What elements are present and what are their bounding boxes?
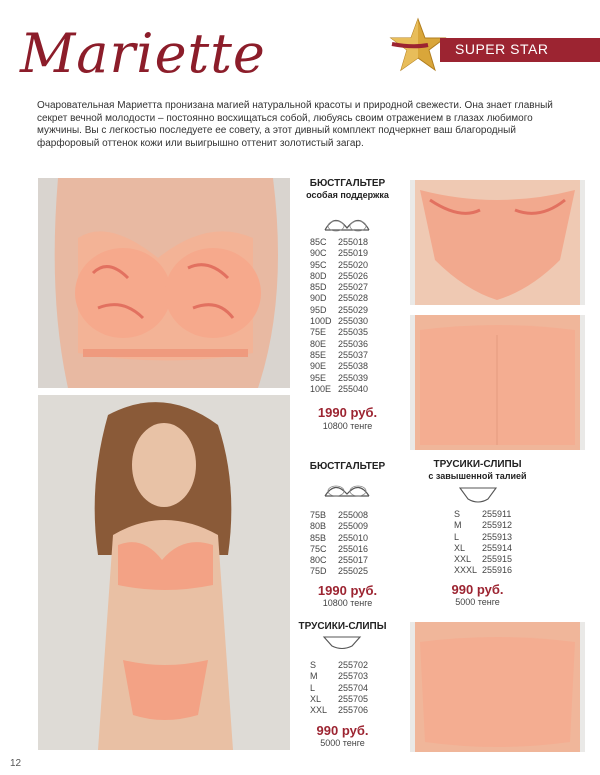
article-code: 255009 bbox=[338, 521, 369, 532]
size-label: 90E bbox=[310, 361, 327, 372]
size-row bbox=[454, 543, 512, 554]
size-label: 100E bbox=[310, 383, 332, 394]
size-row bbox=[310, 271, 368, 282]
size-label: 75B bbox=[310, 510, 327, 520]
briefs-price: 990 руб. bbox=[316, 723, 369, 738]
briefs-price-tenge: 5000 тенге bbox=[320, 738, 365, 748]
size-row bbox=[310, 248, 368, 259]
article-code: 255914 bbox=[482, 542, 513, 553]
size-label: 75D bbox=[310, 566, 327, 577]
size-label: M bbox=[310, 671, 318, 682]
size-label: 90D bbox=[310, 293, 327, 304]
article-code: 255028 bbox=[338, 293, 369, 304]
size-label: 85B bbox=[310, 532, 327, 543]
size-label: XL bbox=[454, 542, 466, 553]
size-row bbox=[310, 555, 368, 566]
article-code: 255035 bbox=[338, 327, 369, 338]
article-code: 255037 bbox=[338, 349, 369, 360]
size-row bbox=[310, 544, 368, 555]
size-row bbox=[310, 533, 368, 544]
briefs-high-subtitle: с завышенной талией bbox=[428, 471, 527, 481]
size-label: 100D bbox=[310, 316, 332, 327]
article-code: 255039 bbox=[338, 372, 369, 383]
article-code: 255916 bbox=[482, 565, 513, 576]
article-code: 255030 bbox=[338, 316, 369, 327]
article-code: 255010 bbox=[338, 532, 369, 543]
size-row bbox=[310, 521, 368, 532]
size-row bbox=[310, 282, 368, 293]
size-label: XXL bbox=[454, 554, 472, 565]
briefs-high-back-photo bbox=[410, 315, 585, 450]
bra-special-price-tenge: 10800 тенге bbox=[322, 421, 373, 431]
briefs-title: ТРУСИКИ-СЛИПЫ bbox=[298, 621, 387, 632]
article-code: 255018 bbox=[338, 237, 369, 247]
bra-size-list bbox=[310, 510, 368, 578]
size-row bbox=[310, 293, 368, 304]
model-photo bbox=[38, 395, 290, 750]
size-label: XXXL bbox=[454, 565, 478, 576]
briefs-high-title: ТРУСИКИ-СЛИПЫ bbox=[433, 459, 522, 470]
article-code: 255017 bbox=[338, 555, 369, 566]
size-label: M bbox=[454, 520, 462, 531]
article-code: 255016 bbox=[338, 543, 369, 554]
article-code: 255706 bbox=[338, 705, 369, 716]
article-code: 255008 bbox=[338, 510, 369, 520]
article-code: 255019 bbox=[338, 248, 369, 259]
bra-special-photo bbox=[38, 178, 290, 388]
bra-title: БЮСТГАЛЬТЕР bbox=[309, 461, 386, 472]
super-star-label: SUPER STAR bbox=[455, 41, 549, 57]
bra-special-price: 1990 руб. bbox=[317, 405, 378, 420]
size-row bbox=[310, 660, 368, 671]
briefs-size-list bbox=[310, 660, 368, 716]
size-row bbox=[310, 260, 368, 271]
intro-text: Очаровательная Мариетта пронизана магией натуральной красоты и природной свежести. Она знает главный секрет вечной молодости – постоянно восхищаться собой, любуясь своим отражением в глазах любимого мужчины. Вы с легкостью последуете ее совету, а этот дивный комплект подчеркнет ваш благородный фарфоровый оттенок кожи или выигрышно оттенит золотистый загар. bbox=[37, 100, 553, 149]
size-row bbox=[454, 565, 512, 576]
size-row bbox=[310, 384, 368, 395]
briefs-icon bbox=[458, 485, 498, 507]
briefs-high-size-list bbox=[454, 509, 512, 577]
bra-price-tenge: 10800 тенге bbox=[322, 598, 373, 608]
size-row bbox=[310, 683, 368, 694]
briefs-back-photo bbox=[410, 622, 585, 752]
size-label: 95D bbox=[310, 304, 327, 315]
article-code: 255026 bbox=[338, 270, 369, 281]
size-row bbox=[310, 350, 368, 361]
brand-title: Mariette bbox=[20, 22, 266, 85]
size-label: 85D bbox=[310, 282, 327, 293]
size-row bbox=[310, 373, 368, 384]
bra-special-size-list bbox=[310, 237, 368, 395]
size-label: L bbox=[454, 531, 460, 542]
article-code: 255705 bbox=[338, 693, 369, 704]
size-label: 90C bbox=[310, 248, 327, 259]
article-code: 255913 bbox=[482, 531, 513, 542]
briefs-high-price-tenge: 5000 тенге bbox=[455, 597, 500, 607]
size-row bbox=[310, 316, 368, 327]
size-label: XL bbox=[310, 693, 322, 704]
size-label: 75C bbox=[310, 543, 327, 554]
size-row bbox=[310, 327, 368, 338]
star-icon bbox=[388, 16, 448, 76]
article-code: 255911 bbox=[482, 509, 512, 519]
article-code: 255704 bbox=[338, 682, 369, 693]
size-label: S bbox=[310, 660, 317, 670]
bra-special-title: БЮСТГАЛЬТЕР bbox=[309, 178, 386, 189]
bra-icon bbox=[323, 210, 371, 236]
article-code: 255036 bbox=[338, 338, 369, 349]
size-row bbox=[310, 694, 368, 705]
size-row bbox=[310, 361, 368, 372]
article-code: 255020 bbox=[338, 259, 369, 270]
size-label: 80E bbox=[310, 338, 327, 349]
size-row bbox=[454, 532, 512, 543]
size-row bbox=[310, 305, 368, 316]
size-label: 95E bbox=[310, 372, 327, 383]
size-label: 85C bbox=[310, 237, 327, 247]
article-code: 255912 bbox=[482, 520, 513, 531]
article-code: 255703 bbox=[338, 671, 369, 682]
article-code: 255025 bbox=[338, 566, 369, 577]
bra-special-subtitle: особая поддержка bbox=[306, 190, 389, 200]
article-code: 255915 bbox=[482, 554, 513, 565]
briefs-high-front-photo bbox=[410, 180, 585, 305]
size-label: 80D bbox=[310, 270, 327, 281]
size-row bbox=[310, 510, 368, 521]
size-row bbox=[454, 520, 512, 531]
size-row bbox=[310, 339, 368, 350]
size-label: 95C bbox=[310, 259, 327, 270]
briefs-high-price: 990 руб. bbox=[451, 582, 504, 597]
size-label: 75E bbox=[310, 327, 327, 338]
page-number: 12 bbox=[10, 758, 22, 769]
size-row bbox=[454, 554, 512, 565]
bra-price: 1990 руб. bbox=[317, 583, 378, 598]
size-label: 80B bbox=[310, 521, 327, 532]
size-label: 80C bbox=[310, 555, 327, 566]
article-code: 255027 bbox=[338, 282, 369, 293]
size-row bbox=[310, 566, 368, 577]
size-label: XXL bbox=[310, 705, 328, 716]
briefs-icon bbox=[322, 634, 362, 654]
size-row bbox=[310, 705, 368, 716]
article-code: 255702 bbox=[338, 660, 369, 670]
size-label: S bbox=[454, 509, 461, 519]
size-label: 85E bbox=[310, 349, 327, 360]
size-label: L bbox=[310, 682, 316, 693]
size-row bbox=[454, 509, 512, 520]
article-code: 255040 bbox=[338, 383, 369, 394]
article-code: 255038 bbox=[338, 361, 369, 372]
article-code: 255029 bbox=[338, 304, 369, 315]
bra-icon bbox=[323, 476, 371, 502]
size-row bbox=[310, 671, 368, 682]
size-row bbox=[310, 237, 368, 248]
